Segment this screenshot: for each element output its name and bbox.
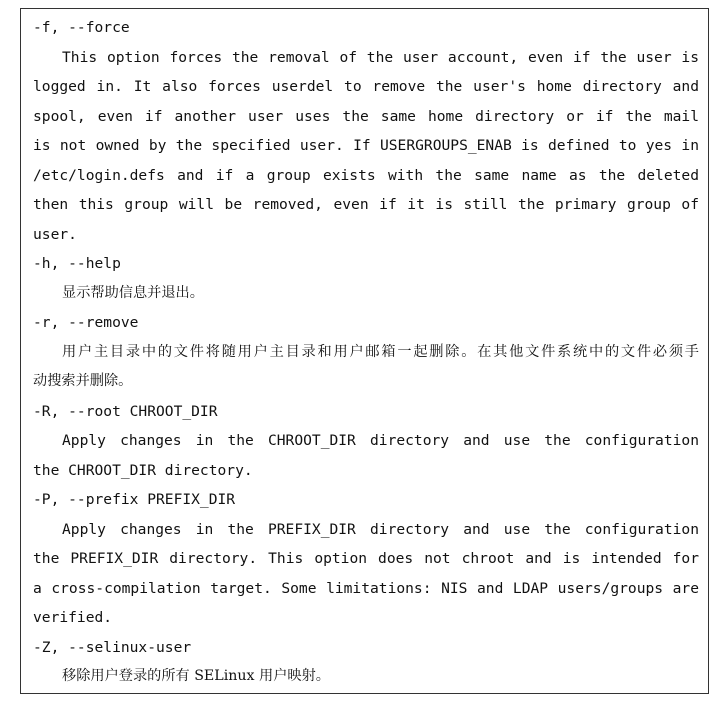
option-description-line: a cross-compilation target. Some limitations: NIS and LDAP users/groups are — [33, 579, 699, 597]
option-description-line: 显示帮助信息并退出。 — [62, 284, 204, 301]
option-root — [33, 397, 699, 486]
option-description-line: then this group will be removed, even if it is still the primary group of — [33, 196, 699, 213]
option-description-line: This option forces the removal of the user account, even if the user is — [62, 48, 699, 66]
option-remove — [33, 308, 699, 397]
option-help — [33, 249, 699, 308]
option-description-line: the CHROOT_DIR directory. — [33, 461, 253, 479]
option-description-line: 移除用户登录的所有 SELinux 用户映射。 — [62, 668, 330, 684]
option-force — [33, 13, 699, 249]
option-flag: -f, --force — [33, 19, 130, 36]
option-flag: -h, --help — [33, 255, 121, 272]
option-description-line: is not owned by the specified user. If USERGROUPS_ENAB is defined to yes in — [33, 137, 699, 154]
option-flag: -Z, --selinux-user — [33, 638, 192, 656]
option-selinux-user — [33, 633, 699, 692]
option-description-line: Apply changes in the CHROOT_DIR directory and use the configuration — [62, 432, 699, 449]
option-description-line: the PREFIX_DIR directory. This option does not chroot and is intended for — [33, 550, 699, 567]
option-flag: -r, --remove — [33, 314, 139, 331]
option-description-line: 用户主目录中的文件将随用户主目录和用户邮箱一起删除。在其他文件系统中的文件必须手 — [62, 343, 699, 360]
option-description-line: verified. — [33, 609, 113, 626]
option-description-line: Apply changes in the PREFIX_DIR directory and use the configuration — [62, 520, 699, 538]
option-description-line: user. — [33, 225, 77, 243]
option-flag: -R, --root CHROOT_DIR — [33, 402, 218, 420]
option-flag: -P, --prefix PREFIX_DIR — [33, 491, 236, 508]
option-description-line: logged in. It also forces userdel to remove the user's home directory and — [33, 78, 699, 95]
option-prefix — [33, 485, 699, 633]
option-description-line: spool, even if another user uses the same home directory or if the mail — [33, 107, 699, 125]
option-description-line: /etc/login.defs and if a group exists with the same name as the deleted — [33, 166, 699, 184]
option-description-line: 动搜索并删除。 — [33, 373, 133, 389]
manpage-options-frame — [20, 8, 709, 694]
